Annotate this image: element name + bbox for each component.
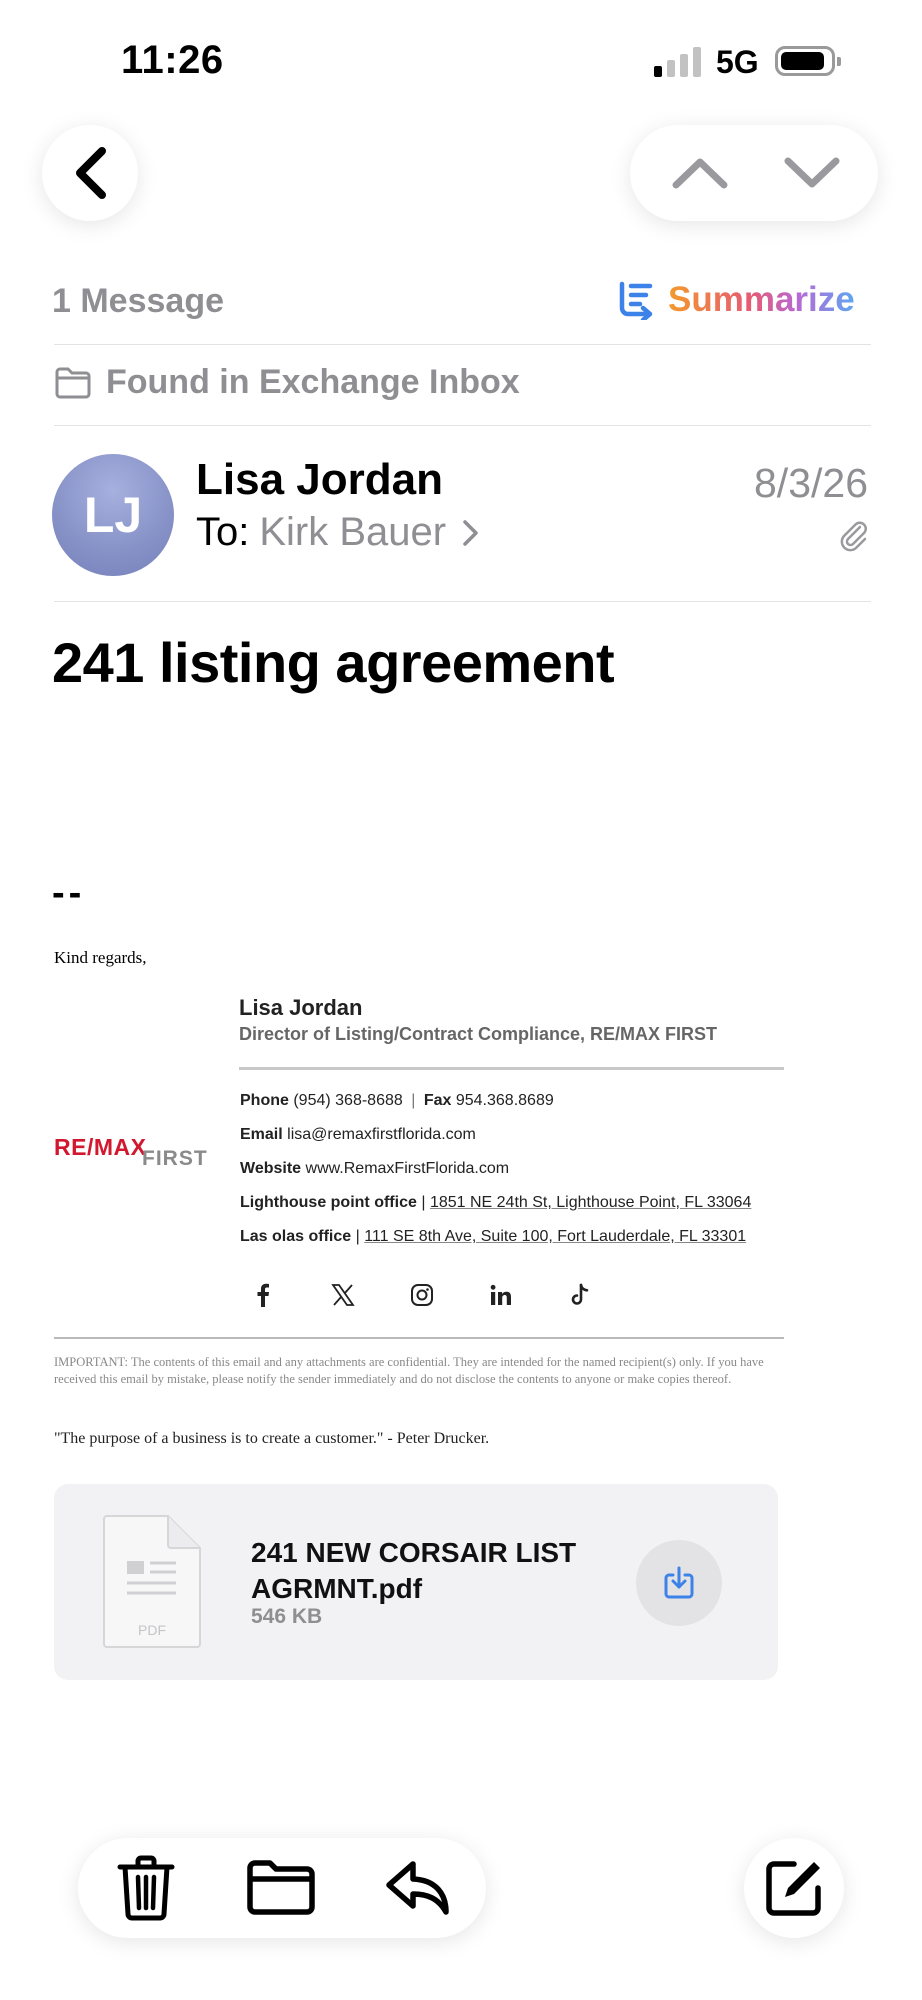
email-link[interactable]: lisa@remaxfirstflorida.com	[287, 1126, 476, 1143]
website-link[interactable]: www.RemaxFirstFlorida.com	[305, 1160, 510, 1177]
office1-line	[240, 1194, 751, 1212]
reply-button[interactable]	[368, 1838, 468, 1938]
found-in-label: Found in Exchange Inbox	[106, 363, 520, 401]
phone-label: Phone	[240, 1092, 289, 1109]
divider	[54, 425, 871, 426]
office1-label: Lighthouse point office	[240, 1194, 417, 1211]
message-navigation	[630, 125, 878, 221]
tiktok-icon	[569, 1283, 591, 1307]
confidentiality-disclaimer: IMPORTANT: The contents of this email and any attachments are confidential. They are intended for the named recipient(s) only. If you have received this email by mistake, please notify the sender immediately and do not disclose the contents to anyone or make copies thereof.	[54, 1355, 764, 1386]
separator: |	[411, 1092, 416, 1109]
attachment-filename-line1: 241 NEW CORSAIR LIST	[251, 1537, 577, 1568]
attachment-filename	[251, 1535, 576, 1607]
avatar[interactable]: LJ	[52, 454, 174, 576]
move-to-folder-button[interactable]	[231, 1838, 331, 1938]
back-button[interactable]	[42, 125, 138, 221]
summarize-button[interactable]	[618, 278, 855, 322]
divider	[54, 601, 871, 602]
status-time: 11:26	[121, 38, 224, 82]
message-date: 8/3/26	[754, 460, 868, 506]
summarize-icon	[618, 280, 660, 320]
delete-button[interactable]	[98, 1838, 194, 1938]
attachment-clip-icon	[838, 520, 870, 552]
compose-button[interactable]	[744, 1838, 844, 1938]
office1-address-link[interactable]: 1851 NE 24th St, Lighthouse Point, FL 33064	[429, 1194, 752, 1211]
office2-line	[240, 1228, 746, 1246]
signature-divider	[239, 1067, 784, 1070]
email-line	[240, 1126, 476, 1144]
mailbox-location	[54, 363, 520, 402]
closing-text: Kind regards,	[54, 948, 147, 967]
signature-quote: "The purpose of a business is to create a customer." - Peter Drucker.	[54, 1430, 490, 1447]
website-label: Website	[240, 1160, 302, 1177]
logo-text-first: FIRST	[142, 1147, 208, 1170]
folder-icon	[246, 1860, 316, 1916]
logo-text-remax: RE/MAX	[54, 1134, 147, 1160]
tiktok-link[interactable]	[565, 1280, 595, 1310]
x-link[interactable]	[328, 1280, 358, 1310]
message-actions-toolbar	[78, 1838, 486, 1938]
sender-name[interactable]: Lisa Jordan	[196, 455, 443, 504]
folder-icon	[54, 367, 92, 399]
linkedin-icon	[489, 1283, 513, 1307]
chevron-up-icon	[671, 156, 729, 190]
attachment-size: 546 KB	[251, 1605, 323, 1628]
instagram-link[interactable]	[407, 1280, 437, 1310]
remax-first-logo	[54, 1134, 214, 1174]
signature-separator: --	[52, 872, 86, 914]
reply-icon	[385, 1859, 451, 1917]
message-count: 1 Message	[52, 282, 224, 320]
summarize-label: Summarize	[668, 280, 855, 319]
separator: |	[421, 1194, 426, 1211]
email-label: Email	[240, 1126, 283, 1143]
next-message-button[interactable]	[762, 125, 862, 221]
fax-number: 954.368.8689	[455, 1092, 554, 1109]
instagram-icon	[410, 1283, 434, 1307]
battery-icon	[775, 46, 835, 76]
to-label: To:	[196, 510, 250, 554]
signature-title: Director of Listing/Contract Compliance, RE/MAX FIRST	[239, 1024, 718, 1044]
x-icon	[331, 1283, 355, 1307]
download-icon	[662, 1566, 696, 1600]
message-subject: 241 listing agreement	[52, 631, 615, 694]
network-type: 5G	[716, 44, 759, 80]
separator: |	[355, 1228, 360, 1245]
divider	[54, 344, 871, 345]
linkedin-link[interactable]	[486, 1280, 516, 1310]
phone-line	[240, 1092, 554, 1110]
recipient-line[interactable]	[196, 510, 482, 555]
signature-name: Lisa Jordan	[239, 995, 363, 1020]
chevron-right-icon	[460, 518, 482, 548]
facebook-icon	[256, 1283, 270, 1307]
trash-icon	[116, 1855, 176, 1921]
previous-message-button[interactable]	[650, 125, 750, 221]
cellular-signal-icon	[654, 47, 702, 77]
compose-icon	[764, 1858, 824, 1918]
office2-label: Las olas office	[240, 1228, 352, 1245]
phone-number[interactable]: (954) 368-8688	[293, 1092, 403, 1109]
recipient-name: Kirk Bauer	[259, 510, 447, 554]
attachment-filename-line2: AGRMNT.pdf	[251, 1573, 423, 1604]
download-attachment-button[interactable]	[636, 1540, 722, 1626]
facebook-link[interactable]	[248, 1280, 278, 1310]
chevron-down-icon	[783, 156, 841, 190]
fax-label: Fax	[423, 1092, 452, 1109]
website-line	[240, 1160, 509, 1178]
disclaimer-divider	[54, 1337, 784, 1339]
chevron-left-icon	[70, 146, 110, 200]
pdf-thumb-label: PDF	[138, 1622, 166, 1638]
office2-address-link[interactable]: 111 SE 8th Ave, Suite 100, Fort Lauderdale, FL 33301	[364, 1228, 747, 1245]
